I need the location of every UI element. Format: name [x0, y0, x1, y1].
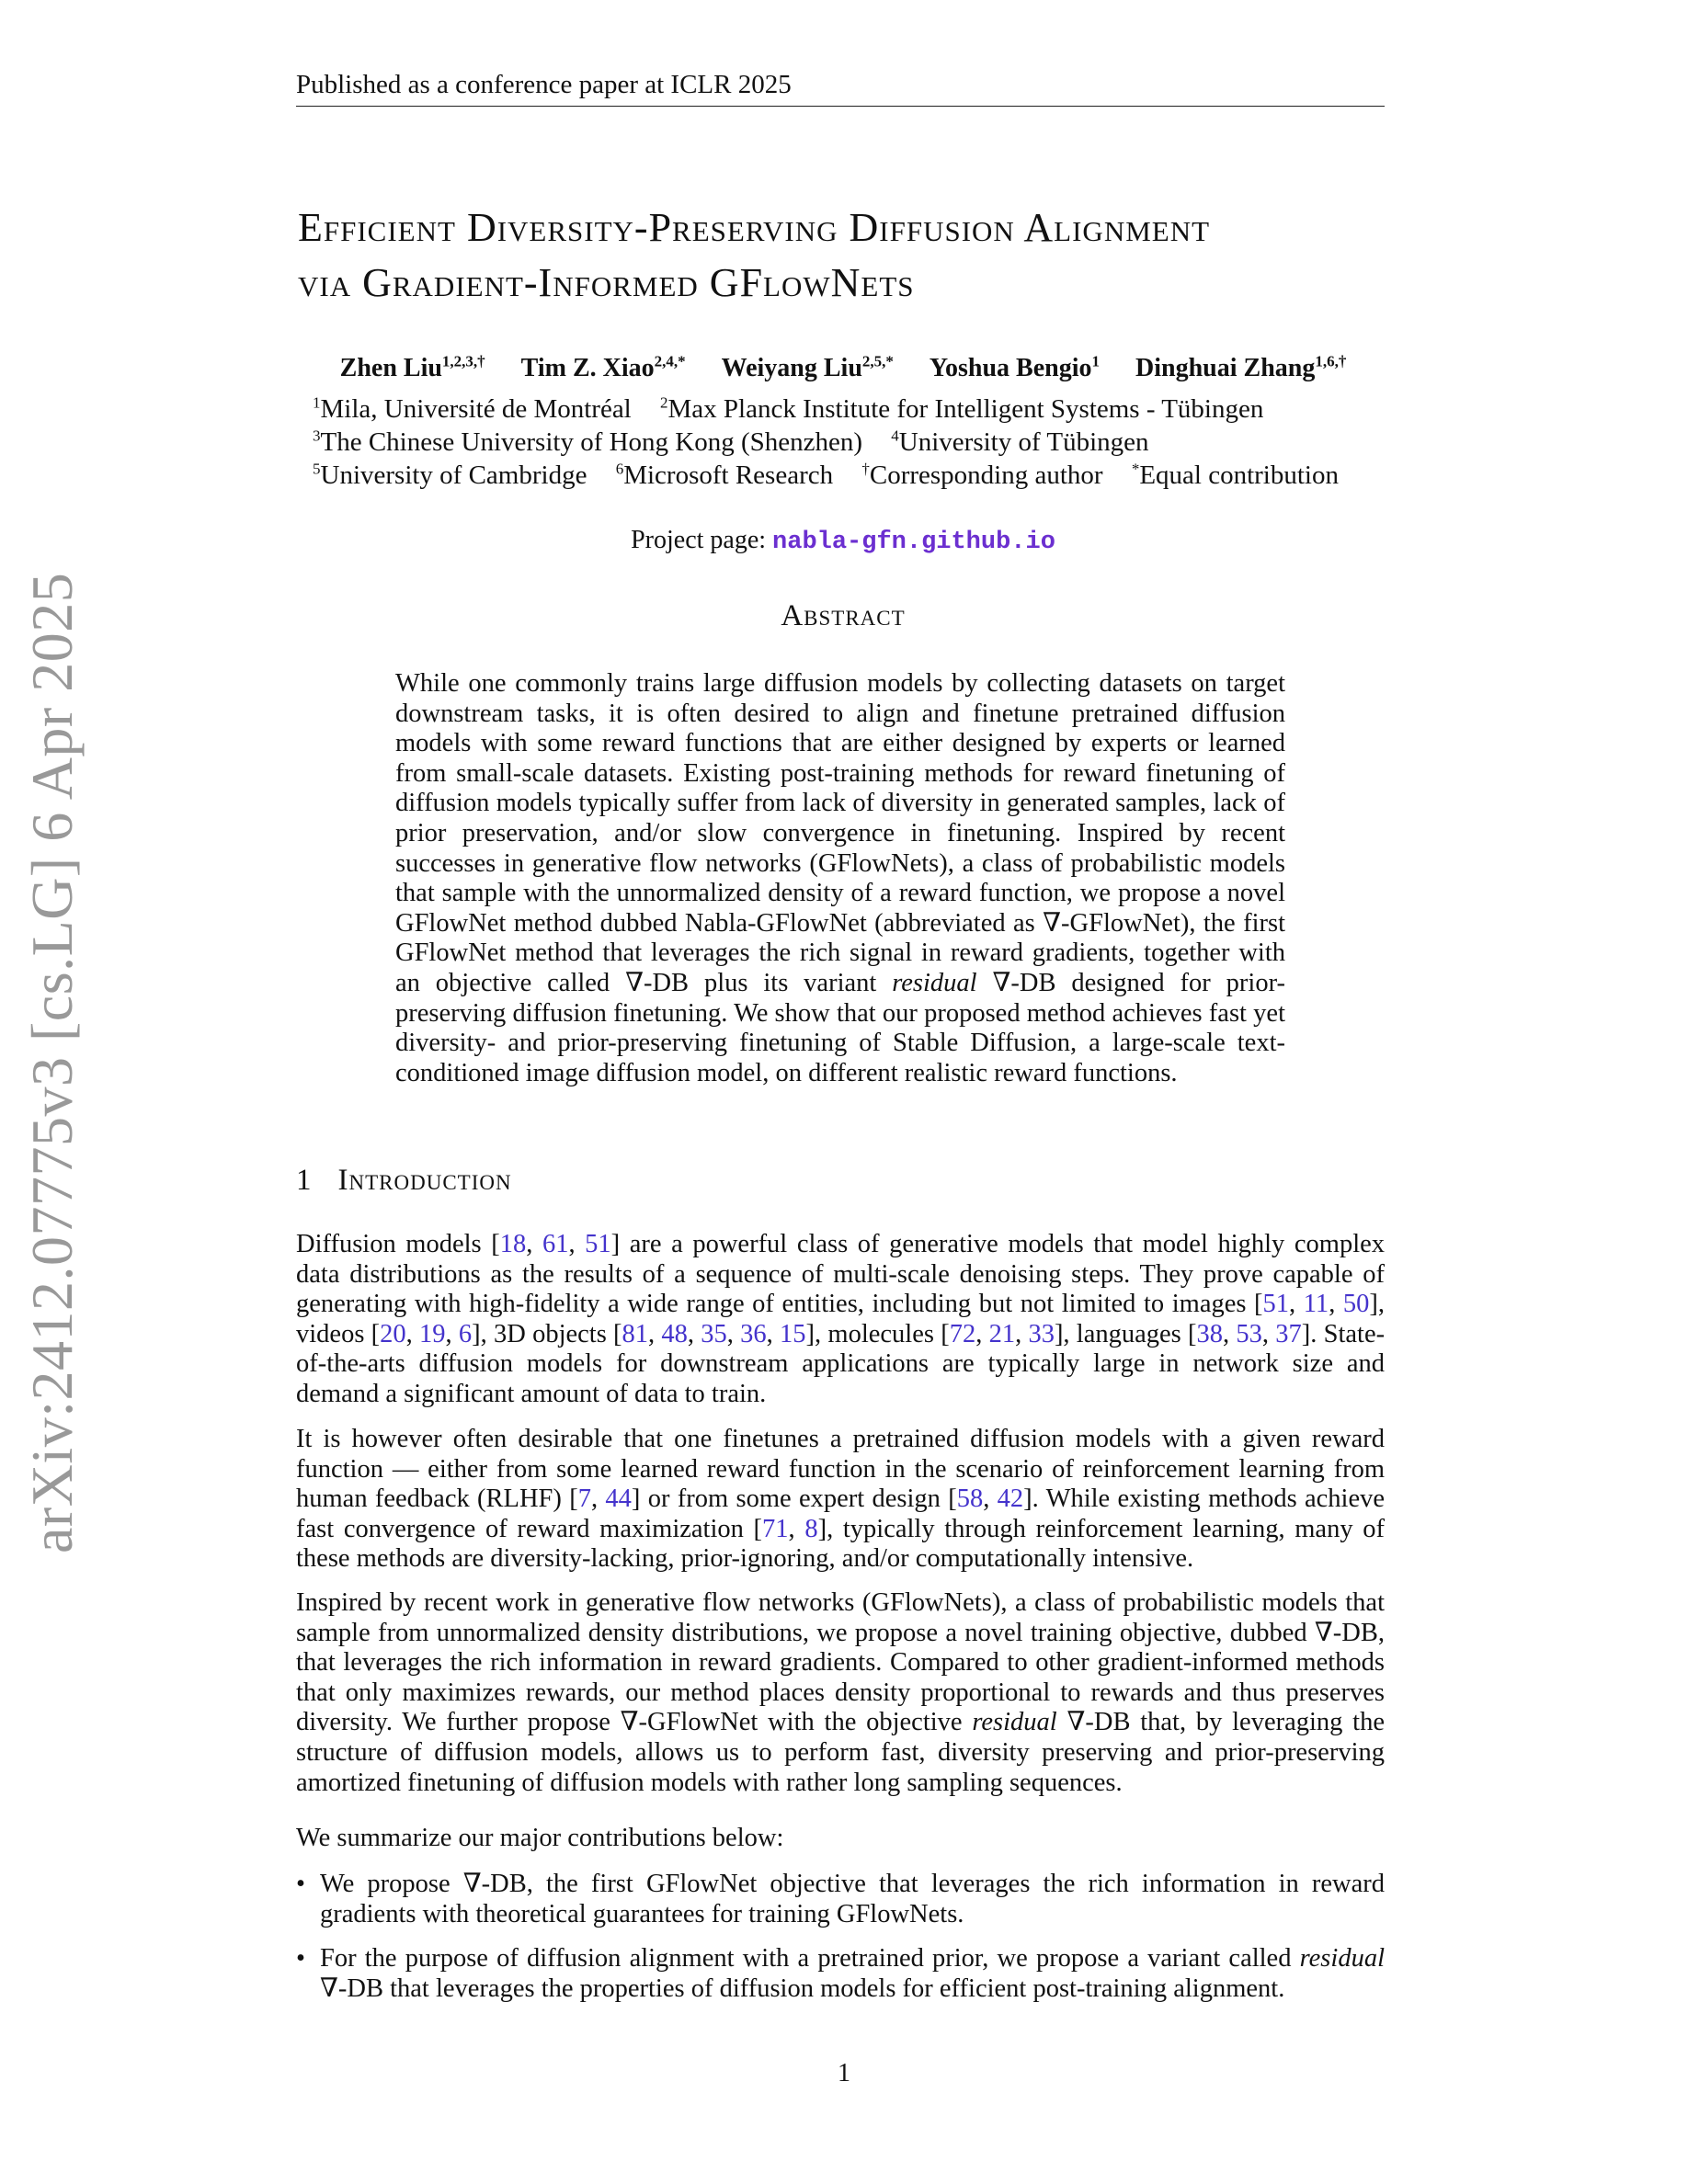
citation-link[interactable]: 36 [740, 1319, 767, 1348]
citation-link[interactable]: 33 [1028, 1319, 1055, 1348]
author-name: Tim Z. Xiao$^{2,4,*}$ [520, 353, 686, 383]
citation-link[interactable]: 51 [1262, 1290, 1290, 1319]
affiliation-line-2: $^3$The Chinese University of Hong Kong (Shenzhen) $^4$University of Tübingen [313, 427, 1149, 457]
citation-link[interactable]: 7 [577, 1484, 591, 1514]
author-list [296, 353, 1390, 383]
paper-title [298, 200, 1392, 311]
affiliation-line-3: $^5$University of Cambridge $^6$Microsoft Research †Corresponding author *Equal contribution [313, 460, 1339, 490]
citation-link[interactable]: 58 [956, 1484, 984, 1514]
affiliation-line-1: $^1$Mila, Université de Montréal $^2$Max Planck Institute for Intelligent Systems - Tübingen [313, 393, 1264, 424]
project-page [296, 526, 1390, 556]
project-link[interactable]: nabla-gfn.github.io [772, 529, 1055, 556]
citation-link[interactable]: 51 [585, 1230, 611, 1258]
citation-link[interactable]: 72 [949, 1319, 976, 1348]
citation-link[interactable]: 53 [1236, 1319, 1262, 1348]
contribution-list [296, 1870, 1385, 2019]
citation-link[interactable]: 11 [1303, 1290, 1329, 1319]
citation-link[interactable]: 37 [1275, 1319, 1302, 1348]
section-heading-introduction: 1 Introduction [296, 1164, 512, 1197]
author-name: Weiyang Liu$^{2,5,*}$ [721, 353, 894, 383]
list-item: • We propose ∇-DB, the first GFlowNet objective that leverages the rich information in reward gradients with theoretical guarantees for training GFlowNets. [296, 1870, 1385, 1928]
citation-link[interactable]: 21 [988, 1319, 1016, 1348]
citation-link[interactable]: 15 [780, 1319, 806, 1348]
project-label: Project page: [631, 526, 773, 554]
citation-link[interactable]: 44 [605, 1484, 632, 1514]
citation-link[interactable]: 20 [380, 1319, 406, 1348]
title-line-1: Efficient Diversity-Preserving Diffusion Alignment [298, 205, 1211, 250]
citation-link[interactable]: 38 [1196, 1319, 1223, 1348]
citation-link[interactable]: 48 [661, 1319, 688, 1348]
running-header: Published as a conference paper at ICLR 2025 [296, 70, 1385, 107]
intro-paragraph-2: It is however often desirable that one finetunes a pretrained diffusion models with a given reward function — either from some learned reward function in the scenario of reinforcement learning from human feedback (RLHF) [7, 44] or from some expert design [58, 42]. While existing methods achieve fast convergence of reward maximization [71, 8], typically through reinforcement learning, many of these methods are diversity-lacking, prior-ignoring, and/or computationally intensive. [296, 1425, 1386, 1574]
citation-link[interactable]: 6 [458, 1319, 473, 1348]
intro-paragraph-1: Diffusion models [18, 61, 51] are a powerful class of generative models that model highly complex data distributions as the results of a sequence of multi-scale denoising steps. They prove capable of generating with high-fidelity a wide range of entities, including but not limited to images [51, 11, 50], videos [20, 19, 6], 3D objects [81, 48, 35, 36, 15], molecules [72, 21, 33], languages [38, 53, 37]. State-of-the-arts diffusion models for downstream applications are typically large in network size and demand a significant amount of data to train. [296, 1230, 1386, 1408]
citation-link[interactable]: 19 [419, 1319, 446, 1348]
citation-link[interactable]: 81 [622, 1319, 649, 1348]
page-number: 1 [838, 2059, 850, 2087]
bullet-icon: • [296, 1870, 305, 1898]
citation-link[interactable]: 42 [997, 1484, 1024, 1514]
citation-link[interactable]: 61 [542, 1230, 569, 1258]
intro-paragraph-4: We summarize our major contributions below: [296, 1824, 784, 1852]
citation-link[interactable]: 18 [499, 1230, 527, 1258]
abstract-body: While one commonly trains large diffusion models by collecting datasets on target downstream tasks, it is often desired to align and finetune pretrained diffusion models with some reward functions that are either designed by experts or learned from small-scale datasets. Existing post-training methods for reward finetuning of diffusion models typically suffer from lack of diversity in generated samples, lack of prior preservation, and/or slow convergence in finetuning. Inspired by recent successes in generative flow networks (GFlowNets), a class of probabilistic models that sample with the unnormalized density of a reward function, we propose a novel GFlowNet method dubbed Nabla-GFlowNet (abbreviated as ∇-GFlowNet), the first GFlowNet method that leverages the rich signal in reward gradients, together with an objective called ∇-DB plus its variant residual ∇-DB designed for prior-preserving diffusion finetuning. We show that our proposed method achieves fast yet diversity- and prior-preserving finetuning of Stable Diffusion, a large-scale text-conditioned image diffusion model, on different realistic reward functions. [395, 669, 1285, 1087]
author-name: Zhen Liu$^{1,2,3,\dagger}$ [339, 353, 485, 383]
title-line-2: via Gradient-Informed GFlowNets [298, 260, 915, 305]
citation-link[interactable]: 35 [701, 1319, 727, 1348]
bullet-icon: • [296, 1944, 305, 1974]
author-name: Yoshua Bengio$^1$ [929, 353, 1101, 383]
intro-paragraph-3: Inspired by recent work in generative flow networks (GFlowNets), a class of probabilistic models that sample from unnormalized density distributions, we propose a novel training objective, dubbed ∇-DB, that leverages the rich information in reward gradients. Compared to other gradient-informed methods that only maximizes rewards, our method places density proportional to rewards and thus preserves diversity. We further propose ∇-GFlowNet with the objective residual ∇-DB that, by leveraging the structure of diffusion models, allows us to perform fast, diversity preserving and prior-preserving amortized finetuning of diffusion models with rather long sampling sequences. [296, 1588, 1385, 1797]
abstract-heading: Abstract [781, 599, 906, 632]
citation-link[interactable]: 50 [1342, 1290, 1370, 1319]
list-item: • For the purpose of diffusion alignment with a pretrained prior, we propose a variant called residual ∇-DB that leverages the properties of diffusion models for efficient post-training alignment. [296, 1944, 1385, 2003]
citation-link[interactable]: 8 [804, 1514, 818, 1543]
citation-link[interactable]: 71 [762, 1514, 789, 1543]
arxiv-watermark: arXiv:2412.07775v3 [cs.LG] 6 Apr 2025 [19, 572, 85, 1553]
author-name: Dinghuai Zhang$^{1,6,\dagger}$ [1135, 353, 1347, 383]
